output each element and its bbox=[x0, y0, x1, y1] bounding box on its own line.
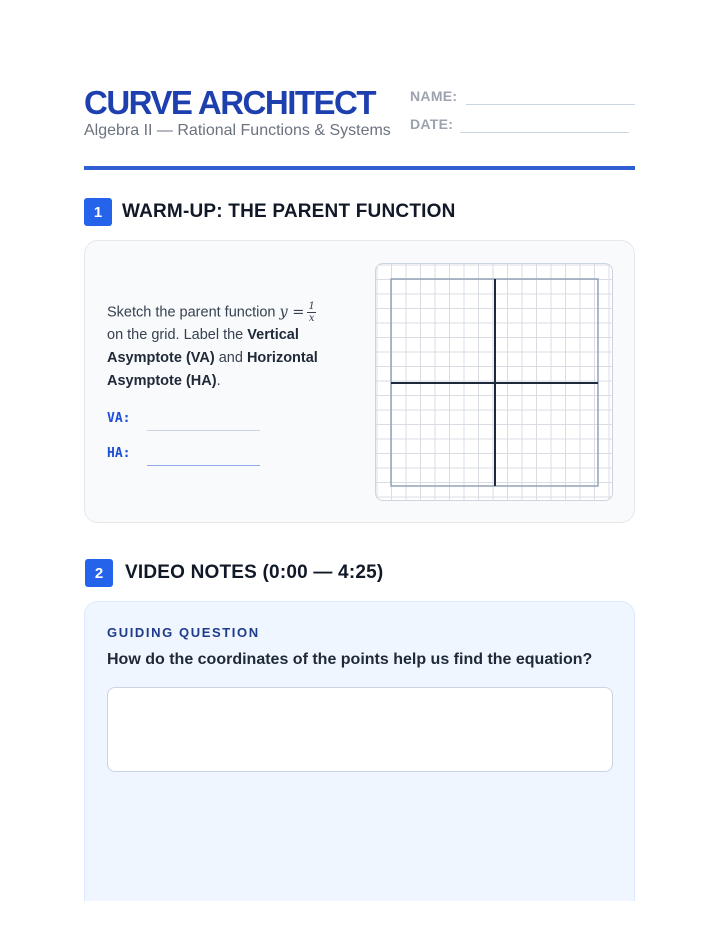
notes-answer-box[interactable] bbox=[107, 687, 613, 772]
section-title: WARM-UP: THE PARENT FUNCTION bbox=[122, 201, 456, 222]
period: . bbox=[216, 373, 221, 390]
equation-lhs: y = bbox=[279, 304, 305, 321]
instructions bbox=[107, 301, 347, 393]
fraction-denominator: x bbox=[308, 313, 315, 324]
ha-label: HA: bbox=[107, 446, 131, 461]
instructions-line2: on the grid. Label the bbox=[107, 327, 248, 344]
coordinate-grid[interactable] bbox=[376, 264, 613, 501]
worksheet-title: CURVE ARCHITECT bbox=[84, 84, 376, 121]
date-field[interactable] bbox=[460, 132, 629, 133]
and-word: and bbox=[214, 350, 247, 367]
video-notes-card bbox=[84, 601, 635, 901]
fraction-numerator: 1 bbox=[308, 301, 315, 312]
graph-grid[interactable] bbox=[375, 263, 613, 501]
section-title: VIDEO NOTES (0:00 — 4:25) bbox=[125, 562, 384, 583]
date-label: DATE: bbox=[410, 116, 454, 132]
guiding-question-text: How do the coordinates of the points help us find the equation? bbox=[107, 651, 593, 668]
section-number-badge: 2 bbox=[85, 559, 113, 587]
ha-answer-field[interactable] bbox=[147, 465, 260, 466]
fraction bbox=[307, 301, 315, 324]
header-divider bbox=[84, 166, 635, 170]
ha-term: Horizontal Asymptote (HA) bbox=[107, 350, 318, 390]
name-field[interactable] bbox=[466, 104, 635, 105]
name-label: NAME: bbox=[410, 88, 458, 104]
worksheet-subtitle: Algebra II — Rational Functions & Systems bbox=[84, 122, 391, 139]
section-number-badge: 1 bbox=[84, 198, 112, 226]
va-label: VA: bbox=[107, 411, 131, 426]
va-term: Vertical Asymptote (VA) bbox=[107, 327, 299, 367]
guiding-question-label: GUIDING QUESTION bbox=[107, 625, 260, 640]
va-answer-field[interactable] bbox=[147, 430, 260, 431]
warm-up-card bbox=[84, 240, 635, 523]
instructions-prefix: Sketch the parent function bbox=[107, 304, 280, 321]
